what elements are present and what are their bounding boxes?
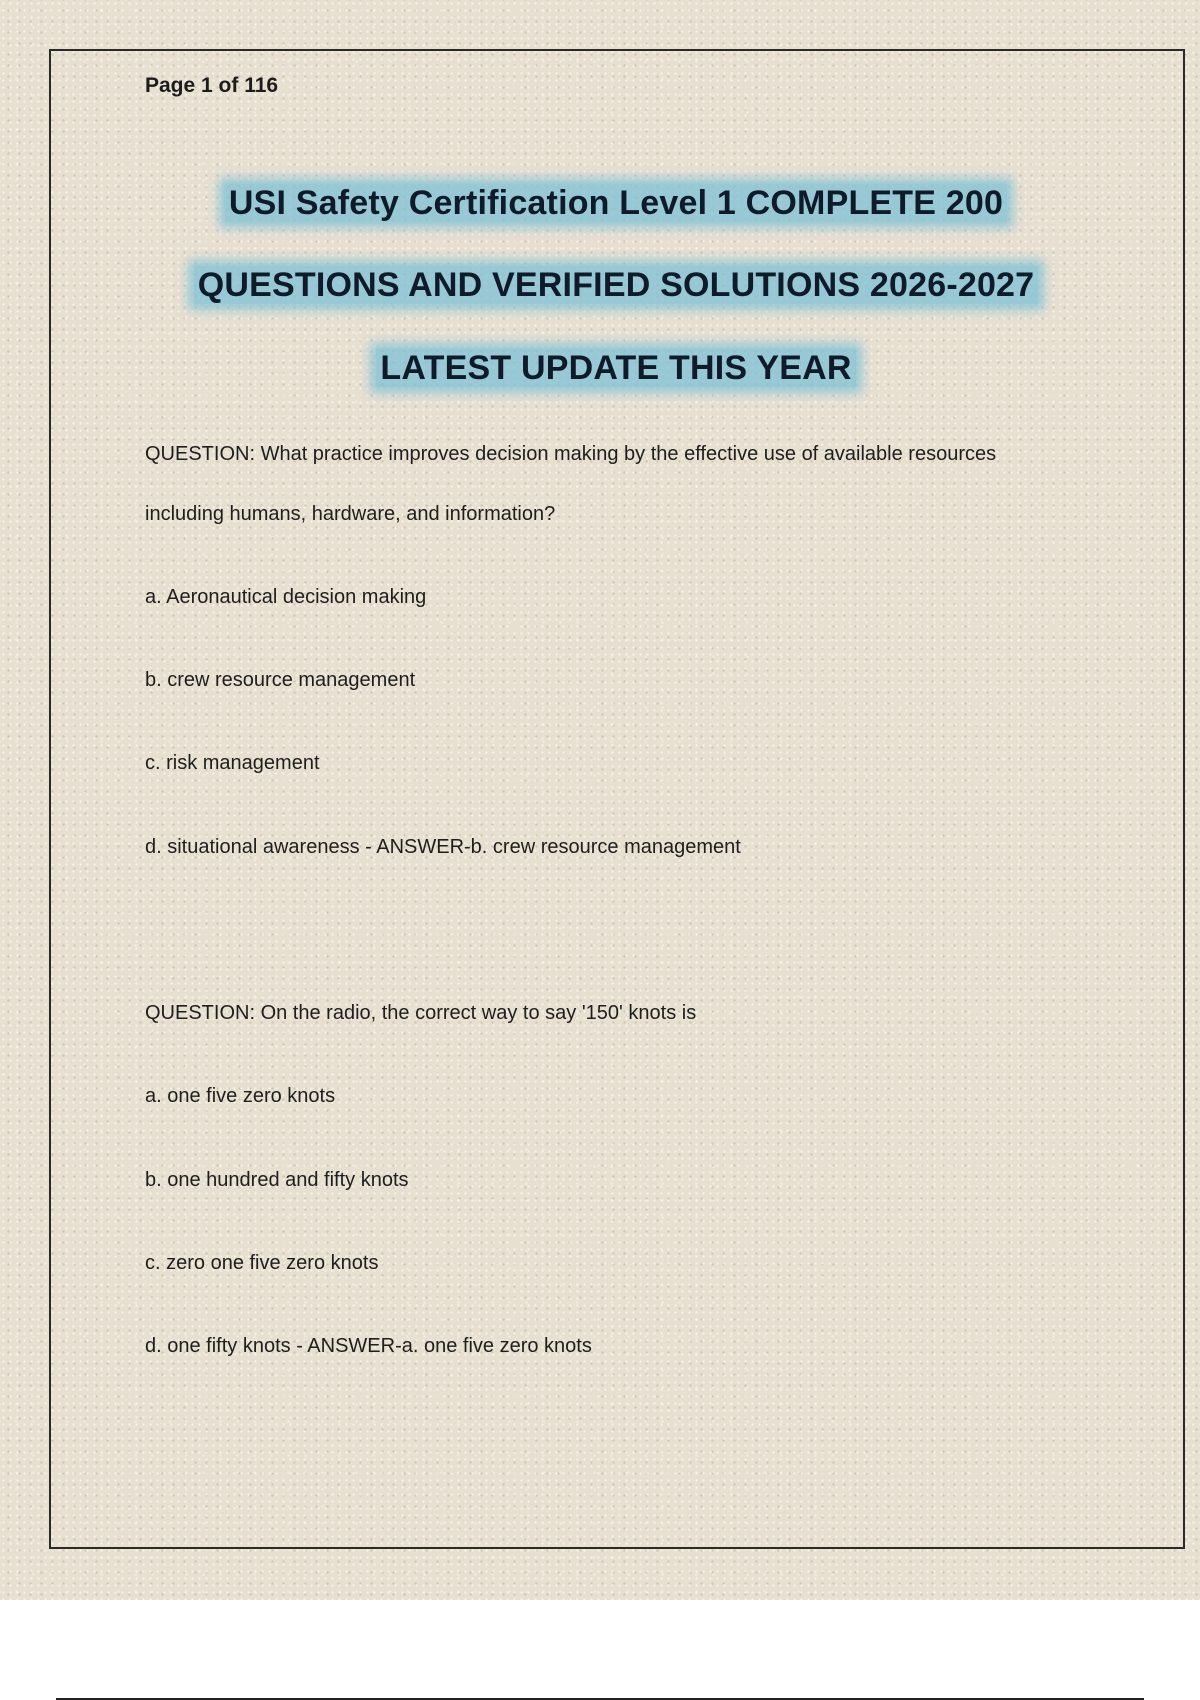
question-2-option-d-answer: d. one fifty knots - ANSWER-a. one five zero knots xyxy=(145,1335,592,1357)
title-text-2: QUESTIONS AND VERIFIED SOLUTIONS 2026-2027 xyxy=(194,266,1039,304)
question-2-option-b: b. one hundred and fifty knots xyxy=(145,1169,409,1191)
document-title-line-3 xyxy=(0,349,1200,388)
question-2-option-c: c. zero one five zero knots xyxy=(145,1252,379,1274)
page-number: Page 1 of 116 xyxy=(145,74,279,97)
question-2-text: QUESTION: On the radio, the correct way to say '150' knots is xyxy=(145,1002,697,1024)
question-1-option-a: a. Aeronautical decision making xyxy=(145,586,427,608)
question-1-text-continued: including humans, hardware, and information? xyxy=(145,503,556,525)
title-text-3: LATEST UPDATE THIS YEAR xyxy=(376,349,855,387)
question-1-text: QUESTION: What practice improves decision making by the effective use of available resources xyxy=(145,443,997,465)
question-2-option-a: a. one five zero knots xyxy=(145,1085,336,1107)
document-title-line-2 xyxy=(0,266,1200,305)
title-text-1: USI Safety Certification Level 1 COMPLETE 200 xyxy=(225,184,1007,222)
question-1-option-d-answer: d. situational awareness - ANSWER-b. crew resource management xyxy=(145,836,741,858)
question-1-option-b: b. crew resource management xyxy=(145,669,416,691)
question-1-option-c: c. risk management xyxy=(145,752,320,774)
document-title-line-1 xyxy=(0,184,1200,223)
